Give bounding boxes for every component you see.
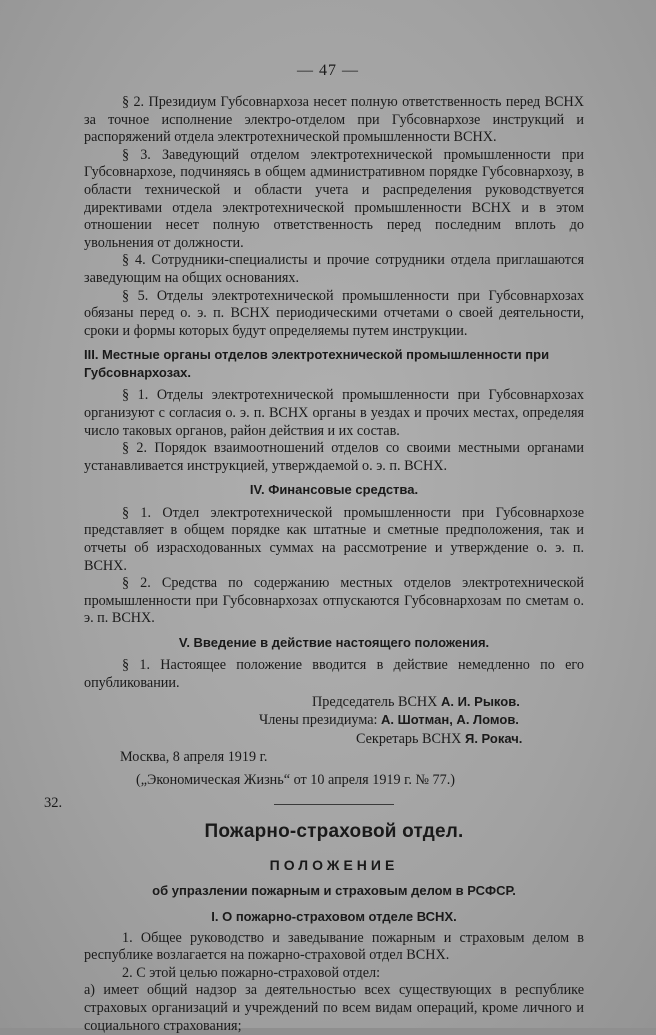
signature-role: Председатель ВСНХ <box>312 693 438 710</box>
signature-role: Секретарь ВСНХ <box>356 730 462 747</box>
paragraph: § 2. Президиум Губсовнархоза несет полную ответственность перед ВСНХ за точное исполнение электро-отделом при Губсовнархозе инструкций и распоряжений отдела электротехнической промышленности ВСНХ. <box>84 94 584 146</box>
divider <box>274 804 394 805</box>
page-number: — 47 — <box>297 62 359 79</box>
signature-name: Я. Рокач. <box>464 730 523 746</box>
document-subtitle: об упразлении пожарным и страховым делом в РСФСР. <box>152 882 516 898</box>
signature-role: Члены президиума: <box>259 712 378 729</box>
dateline: Москва, 8 апреля 1919 г. <box>120 749 268 766</box>
margin-number: 32. <box>44 795 63 811</box>
paragraph: § 1. Настоящее положение вводится в действие немедленно по его опубликовании. <box>84 657 584 692</box>
paragraph: 2. С этой целью пожарно-страховой отдел: <box>122 964 381 981</box>
section-heading: III. Местные органы отделов электротехнической промышленности при Губсовнархозах. <box>84 347 550 380</box>
paragraph: § 3. Заведующий отделом электротехнической промышленности при Губсовнархозе, подчиняясь в общем административном порядке Губсовнархозу, в области технической и области учета и распределения руководствуется директивами отдела электротехнической промышленности ВСНХ и в этом отношении несет полную ответственность перед последним вплоть до увольнения от должности. <box>84 146 584 251</box>
section-heading: I. О пожарно-страховом отделе ВСНХ. <box>211 909 457 925</box>
section-title: Пожарно-страховой отдел. <box>204 820 464 842</box>
section-heading: V. Введение в действие настоящего положения. <box>178 634 490 650</box>
signature-secretary <box>84 730 584 749</box>
signature-name: А. Шотман, А. Ломов. <box>381 712 519 728</box>
paragraph: а) имеет общий надзор за деятельностью всех существующих в республике страховых организаций и учреждений по всем видам операций, кроме личного и социального страхования; <box>84 982 584 1034</box>
paragraph: § 1. Отдел электротехнической промышленности при Губсовнархозе представляет в общем порядке как штатные и сметные предположения, так и отчеты об израсходованных суммах на рассмотрение и утверждение о. э. п. ВСНХ. <box>84 504 584 574</box>
paragraph: § 1. Отделы электротехнической промышленности при Губсовнархозах организуют с согласия о. э. п. ВСНХ органы в уездах и прочих местах, определяя число таковых органов, район действия и их состав. <box>84 387 584 439</box>
paragraph: § 5. Отделы электротехнической промышленности при Губсовнархозах обязаны перед о. э. п. ВСНХ периодическими отчетами о своей деятельности, сроки и формы которых будут определяемы путем инструкции. <box>84 287 584 339</box>
paragraph: § 4. Сотрудники-специалисты и прочие сотрудники отдела приглашаются заведующим на общих основаниях. <box>84 252 584 286</box>
section-heading: IV. Финансовые средства. <box>249 482 419 498</box>
paragraph: § 2. Средства по содержанию местных отделов электротехнической промышленности при Губсовнархозах отпускаются Губсовнархозам по сметам о. э. п. ВСНХ. <box>84 575 584 627</box>
page-body <box>84 94 584 1035</box>
signature-name: А. И. Рыков. <box>440 693 520 709</box>
signature-members <box>84 711 584 730</box>
paragraph: 1. Общее руководство и заведывание пожарным и страховым делом в республике возлагается на пожарно-страховой отдел ВСНХ. <box>84 929 584 964</box>
signature-chair <box>84 693 584 712</box>
paragraph: § 2. Порядок взаимоотношений отделов со своими местными органами устанавливается инструкцией, утверждаемой о. э. п. ВСНХ. <box>84 440 584 474</box>
source-citation: („Экономическая Жизнь“ от 10 апреля 1919 г. № 77.) <box>136 772 455 788</box>
document-type-heading: ПОЛОЖЕНИЕ <box>269 856 399 873</box>
